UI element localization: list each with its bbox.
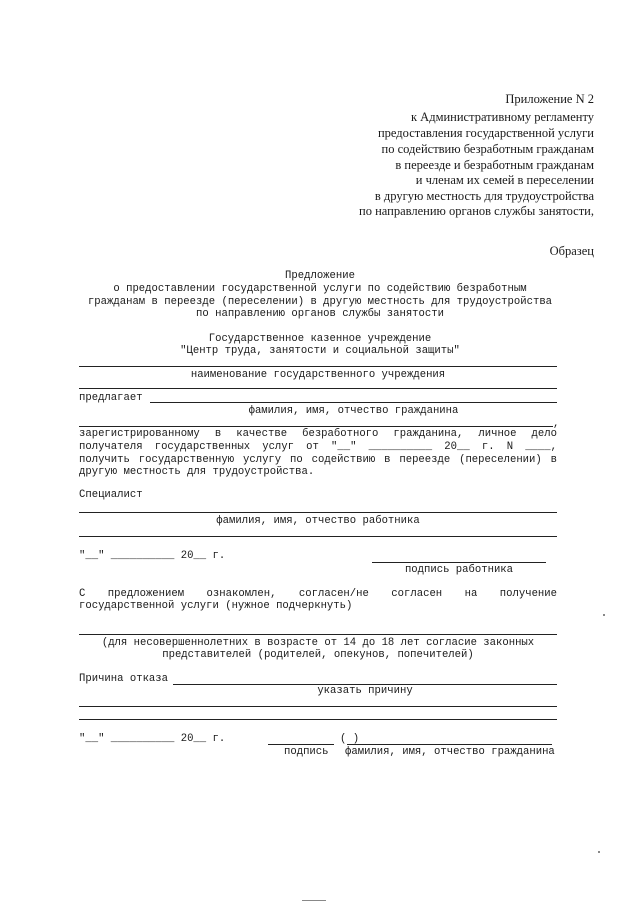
acknowledgement-line: С предложением ознакомлен, согласен/не согласен на получение [79, 588, 557, 600]
citizen-name-caption: фамилия, имя, отчество гражданина [248, 405, 459, 417]
footer-sign-caption: подпись [284, 746, 329, 758]
signature-caption: подпись работника [404, 564, 514, 576]
citizen-name-line [150, 402, 557, 403]
refusal-caption: указать причину [317, 685, 413, 697]
appendix-title: Приложение N 2 [505, 92, 594, 106]
offer-text-line: получить государственную услугу по содействию в переезде (переселении) в [79, 454, 557, 466]
header-line: и членам их семей в переселении [415, 173, 594, 187]
acknowledgement-rule [79, 634, 557, 635]
scan-speck [302, 900, 326, 901]
sample-label: Образец [549, 244, 594, 258]
citizen-rule [79, 426, 553, 427]
blank-rule [79, 536, 557, 537]
minors-note: представителей (родителей, опекунов, попечителей) [162, 649, 474, 661]
title-line: о предоставлении государственной услуги по содействию безработным [113, 283, 527, 295]
acknowledgement-line: государственной услуги (нужное подчеркнуть) [79, 600, 353, 612]
institution-name: "Центр труда, занятости и социальной защиты" [180, 345, 460, 357]
comma: , [553, 418, 560, 430]
specialist-caption: фамилия, имя, отчество работника [216, 515, 420, 527]
header-line: в другую местность для трудоустройства [374, 189, 594, 203]
scan-speck [603, 614, 605, 616]
blank-rule [79, 706, 557, 707]
header-line: к Административному регламенту [410, 110, 594, 124]
institution-rule [79, 366, 557, 367]
specialist-rule [79, 512, 557, 513]
citizen-name-field [347, 744, 552, 745]
specialist-date: "__" __________ 20__ г. [79, 550, 226, 562]
offer-text-line: другую местность для трудоустройства. [79, 466, 315, 478]
offer-text-line: получателя государственных услуг от "__" __________ 20__ г. N ____, [79, 441, 557, 453]
footer-name-caption: фамилия, имя, отчество гражданина [345, 746, 555, 758]
specialist-label: Специалист [79, 489, 143, 501]
signature-line [372, 562, 546, 563]
title-line: по направлению органов службы занятости [196, 308, 444, 320]
refusal-label: Причина отказа [79, 673, 169, 685]
blank-rule [79, 388, 557, 389]
document-title: Предложение [285, 270, 355, 282]
citizen-signature-line [268, 744, 334, 745]
blank-rule [79, 719, 557, 720]
title-line: гражданам в переезде (переселении) в другую местность для трудоустройства [87, 296, 553, 308]
offer-text-line: зарегистрированному в качестве безработного гражданина, личное дело [79, 428, 557, 440]
scan-speck [598, 851, 600, 853]
header-line: по содействию безработным гражданам [381, 142, 594, 156]
institution-caption: наименование государственного учреждения [190, 369, 446, 381]
footer-date: "__" __________ 20__ г. [79, 733, 226, 745]
header-line: в переезде и безработным гражданам [395, 158, 594, 172]
offer-label: предлагает [79, 392, 143, 404]
header-line: предоставления государственной услуги [377, 126, 594, 140]
institution-line: Государственное казенное учреждение [208, 333, 432, 345]
citizen-name-paren: ( ) [340, 733, 360, 745]
minors-note: (для несовершеннолетних в возрасте от 14 до 18 лет согласие законных [101, 637, 535, 649]
header-line: по направлению органов службы занятости, [359, 204, 594, 218]
